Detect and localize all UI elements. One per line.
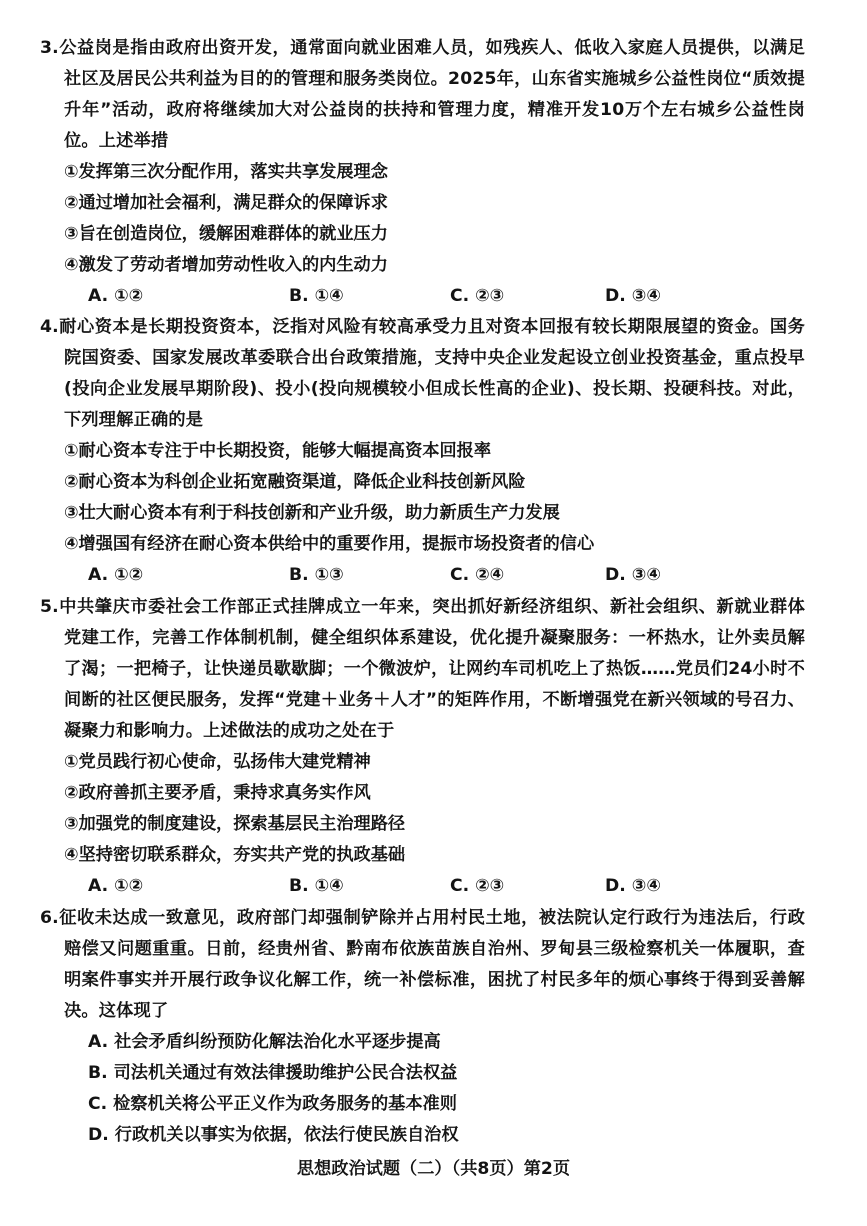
question-5-option-c: C. ②③ — [450, 876, 505, 896]
question-4-option-b: B. ①③ — [289, 565, 344, 585]
question-5-statement-1: ①党员践行初心使命，弘扬伟大建党精神 — [64, 752, 371, 772]
question-5-option-d: D. ③④ — [605, 876, 661, 896]
question-4-statement-1: ①耐心资本专注于中长期投资，能够大幅提高资本回报率 — [64, 441, 492, 461]
question-3-number: 3. — [40, 38, 59, 58]
question-5-statement-4: ④坚持密切联系群众，夯实共产党的执政基础 — [64, 845, 406, 865]
question-6-number: 6. — [40, 908, 59, 928]
question-3 — [0, 33, 867, 312]
question-5 — [0, 592, 867, 902]
question-4-statement-2: ②耐心资本为科创企业拓宽融资渠道，降低企业科技创新风险 — [64, 472, 526, 492]
question-3-stem-text: 公益岗是指由政府出资开发，通常面向就业困难人员，如残疾人、低收入家庭人员提供，以满足社区及居民公共利益为目的的管理和服务类岗位。2025年，山东省实施城乡公益性岗位“质效提升年”活动，政府将继续加大对公益岗的扶持和管理力度，精准开发10万个左右城乡公益性岗位。上述举措 — [58, 38, 805, 151]
question-6 — [0, 903, 867, 1151]
question-4-statement-3: ③壮大耐心资本有利于科技创新和产业升级，助力新质生产力发展 — [64, 503, 560, 523]
question-5-stem-text: 中共肇庆市委社会工作部正式挂牌成立一年来，突出抓好新经济组织、新社会组织、新就业群体党建工作，完善工作体制机制，健全组织体系建设，优化提升凝聚服务：一杯热水，让外卖员解了渴；一把椅子，让快递员歇歇脚；一个微波炉，让网约车司机吃上了热饭……党员们24小时不间断的社区便民服务，发挥“党建＋业务＋人才”的矩阵作用，不断增强党在新兴领域的号召力、凝聚力和影响力。上述做法的成功之处在于 — [58, 597, 805, 741]
question-5-option-a: A. ①② — [88, 876, 144, 896]
question-4-option-c: C. ②④ — [450, 565, 505, 585]
question-6-choice-d: D. 行政机关以事实为依据，依法行使民族自治权 — [88, 1125, 459, 1145]
question-3-option-c: C. ②③ — [450, 286, 505, 306]
question-4-stem-text: 耐心资本是长期投资资本，泛指对风险有较高承受力且对资本回报有较长期限展望的资金。国务院国资委、国家发展改革委联合出台政策措施，支持中央企业发起设立创业投资基金，重点投早(投向企业发展早期阶段)、投小(投向规模较小但成长性高的企业)、投长期、投硬科技。对此，下列理解正确的是 — [58, 317, 805, 430]
question-4-number: 4. — [40, 317, 59, 337]
question-3-statement-2: ②通过增加社会福利，满足群众的保障诉求 — [64, 193, 388, 213]
question-3-stem — [0, 33, 867, 157]
question-4-options — [0, 560, 867, 591]
question-5-options — [0, 871, 867, 902]
page-footer: 思想政治试题（二）（共8页）第2页 — [296, 1159, 571, 1179]
question-4 — [0, 312, 867, 591]
question-6-stem-text: 征收未达成一致意见，政府部门却强制铲除并占用村民土地，被法院认定行政行为违法后，行政赔偿又问题重重。日前，经贵州省、黔南布依族苗族自治州、罗甸县三级检察机关一体履职，查明案件事实并开展行政争议化解工作，统一补偿标准，困扰了村民多年的烦心事终于得到妥善解决。这体现了 — [58, 908, 805, 1021]
question-6-choice-c: C. 检察机关将公平正义作为政务服务的基本准则 — [88, 1094, 457, 1114]
question-3-option-b: B. ①④ — [289, 286, 344, 306]
question-5-statement-3: ③加强党的制度建设，探索基层民主治理路径 — [64, 814, 406, 834]
question-3-options — [0, 281, 867, 312]
question-4-stem — [0, 312, 867, 436]
question-3-statement-4: ④激发了劳动者增加劳动性收入的内生动力 — [64, 255, 388, 275]
question-5-option-b: B. ①④ — [289, 876, 344, 896]
question-4-statement-4: ④增强国有经济在耐心资本供给中的重要作用，提振市场投资者的信心 — [64, 534, 595, 554]
question-3-statement-3: ③旨在创造岗位，缓解困难群体的就业压力 — [64, 224, 388, 244]
question-3-statement-1: ①发挥第三次分配作用，落实共享发展理念 — [64, 162, 388, 182]
question-5-statement-2: ②政府善抓主要矛盾，秉持求真务实作风 — [64, 783, 371, 803]
question-5-stem — [0, 592, 867, 747]
question-3-option-a: A. ①② — [88, 286, 144, 306]
question-3-option-d: D. ③④ — [605, 286, 661, 306]
question-4-option-d: D. ③④ — [605, 565, 661, 585]
question-5-number: 5. — [40, 597, 59, 617]
question-6-stem — [0, 903, 867, 1027]
question-6-choice-b: B. 司法机关通过有效法律援助维护公民合法权益 — [88, 1063, 458, 1083]
question-4-option-a: A. ①② — [88, 565, 144, 585]
question-6-choice-a: A. 社会矛盾纠纷预防化解法治化水平逐步提高 — [88, 1032, 441, 1052]
